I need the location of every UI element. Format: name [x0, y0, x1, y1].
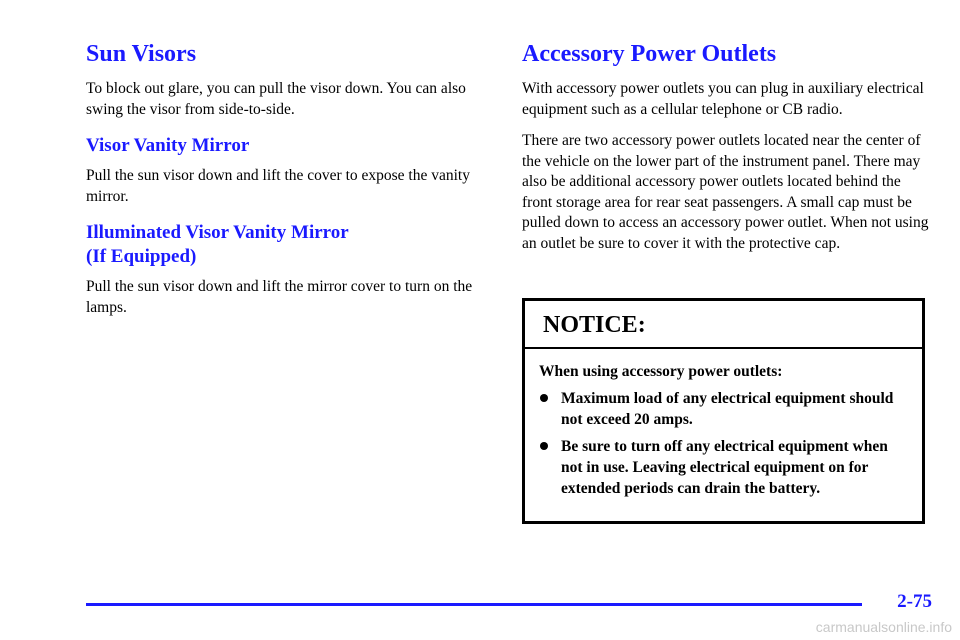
- vanity-mirror-text: Pull the sun visor down and lift the cover to expose the vanity mirror.: [86, 167, 470, 205]
- power-outlets-title: Accessory Power Outlets: [522, 41, 777, 67]
- left-column: [86, 38, 496, 329]
- vanity-mirror-heading: Visor Vanity Mirror: [86, 135, 250, 156]
- watermark-text: carmanualsonline.info: [815, 619, 952, 635]
- footer-rule: [86, 603, 862, 606]
- illuminated-heading-line1: Illuminated Visor Vanity Mirror: [86, 222, 349, 243]
- notice-bullet-list: [539, 388, 908, 499]
- power-outlets-para2: There are two accessory power outlets located near the center of the vehicle on the lower part of the instrument panel. There may also be additional accessory power outlets located behind the front storage area for rear seat passengers. A small cap must be pulled down to access an accessory power outlet. When not using an outlet be sure to cover it with the protective cap.: [522, 132, 929, 252]
- right-column: [522, 38, 932, 265]
- notice-box: [522, 298, 925, 524]
- page-number: 2-75: [897, 591, 932, 612]
- sun-visors-text: To block out glare, you can pull the visor down. You can also swing the visor from side-to-side.: [86, 80, 466, 118]
- power-outlets-para1: With accessory power outlets you can plug in auxiliary electrical equipment such as a cellular telephone or CB radio.: [522, 80, 924, 118]
- notice-bullet-text: Be sure to turn off any electrical equipment when not in use. Leaving electrical equipment on for extended periods can drain the battery.: [561, 438, 888, 497]
- notice-bullet-text: Maximum load of any electrical equipment should not exceed 20 amps.: [561, 390, 894, 428]
- notice-heading: NOTICE:: [525, 301, 922, 349]
- illuminated-mirror-heading: [86, 221, 496, 269]
- notice-body: [525, 349, 922, 499]
- notice-bullet-item: [539, 388, 908, 430]
- bullet-dot-icon: [540, 442, 548, 450]
- illuminated-heading-line2: (If Equipped): [86, 246, 197, 267]
- illuminated-mirror-text: Pull the sun visor down and lift the mirror cover to turn on the lamps.: [86, 278, 473, 316]
- notice-intro: When using accessory power outlets:: [539, 363, 783, 380]
- sun-visors-title: Sun Visors: [86, 41, 197, 67]
- bullet-dot-icon: [540, 394, 548, 402]
- notice-bullet-item: [539, 436, 908, 499]
